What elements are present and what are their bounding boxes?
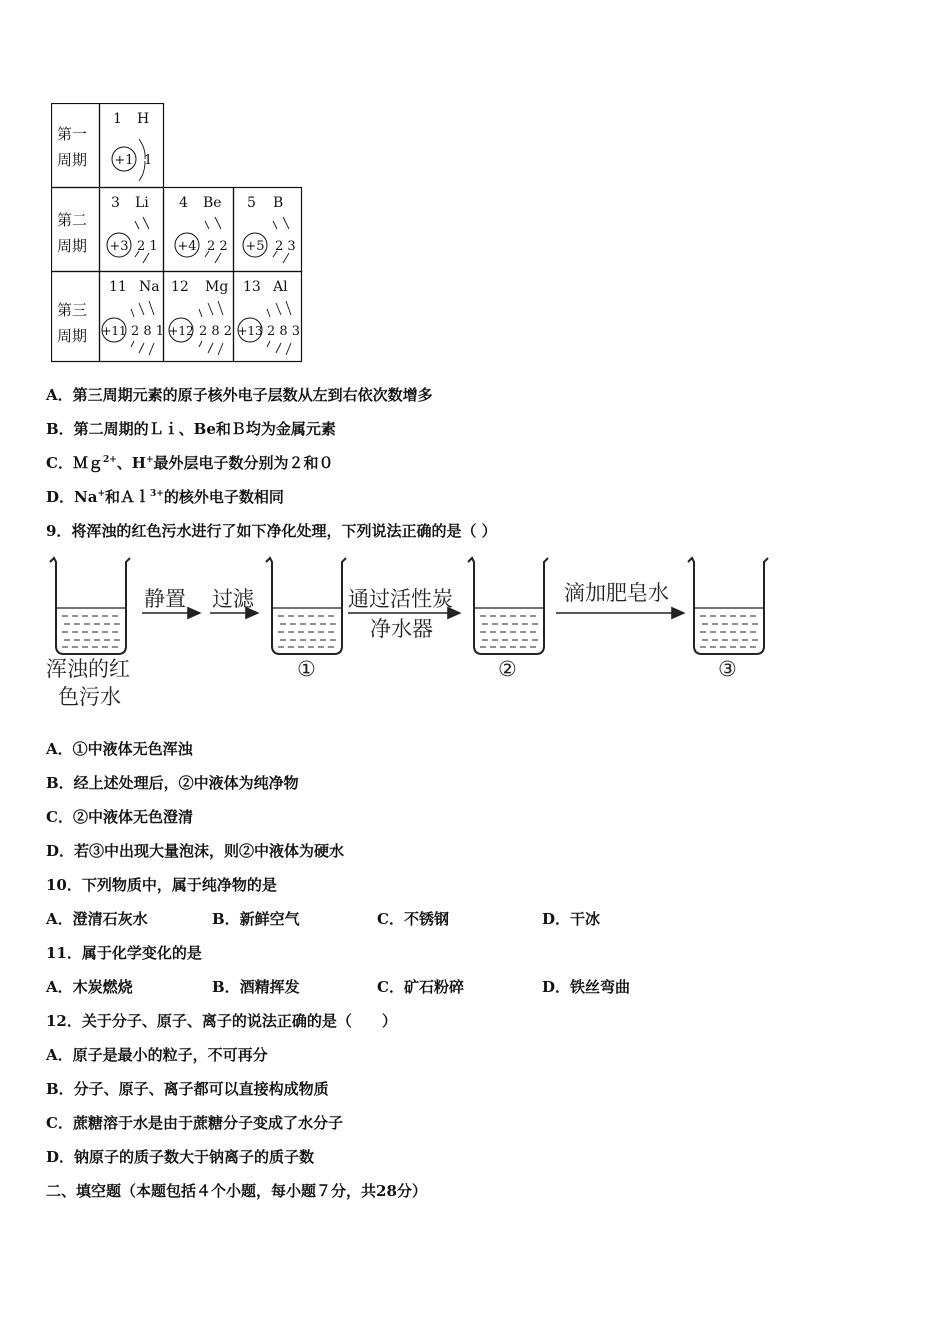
q8-option-c [46, 453, 334, 473]
q8-option-d [46, 487, 284, 507]
q8-option-b: B．第二周期的Ｌｉ、Be和Ｂ均为金属元素 [46, 420, 336, 438]
beaker-source [50, 558, 130, 654]
element-number: 1 [113, 111, 122, 127]
q8-d-post: 的核外电子数相同 [163, 488, 284, 506]
q10-option-c: C．不锈钢 [377, 910, 449, 928]
element-symbol: B [273, 195, 284, 211]
q8-d-pre: D．Na [46, 488, 98, 506]
row-label-3-top: 第三 [57, 301, 88, 319]
nucleus-charge: +1 [114, 153, 134, 168]
shell-electrons: 2 3 [275, 239, 296, 254]
element-cell-b [243, 195, 296, 263]
step-settle-label: 静置 [144, 587, 186, 611]
step-filter-label: 过滤 [212, 587, 254, 611]
element-number: 5 [247, 195, 256, 211]
q10-option-b: B．新鲜空气 [212, 910, 300, 928]
beaker-3 [688, 558, 768, 654]
row-label-1-bottom: 周期 [57, 151, 88, 169]
q11-option-c: C．矿石粉碎 [377, 978, 464, 996]
element-symbol: Al [273, 279, 288, 295]
step-carbon-label-2: 净水器 [370, 617, 433, 641]
q12-stem: 12．关于分子、原子、离子的说法正确的是（ ） [46, 1012, 397, 1030]
q12-option-a: A．原子是最小的粒子，不可再分 [46, 1046, 268, 1064]
element-number: 4 [179, 195, 188, 211]
element-symbol: Be [203, 195, 222, 211]
nucleus-charge: +3 [109, 239, 129, 254]
element-cell-na [101, 279, 164, 355]
nucleus-charge: +12 [168, 324, 194, 338]
q8-option-a: A．第三周期元素的原子核外电子层数从左到右依次数增多 [46, 386, 433, 404]
nucleus-charge: +5 [245, 239, 265, 254]
element-number: 3 [111, 195, 120, 211]
q12-option-b: B．分子、原子、离子都可以直接构成物质 [46, 1080, 329, 1098]
element-cell-li [107, 195, 158, 263]
nucleus-charge: +11 [101, 324, 127, 338]
q12-option-c: C．蔗糖溶于水是由于蔗糖分子变成了水分子 [46, 1114, 343, 1132]
element-number: 13 [243, 279, 261, 295]
nucleus-charge: +4 [177, 239, 197, 254]
beaker-2 [468, 558, 548, 654]
q8-c-mid: 、H [116, 454, 146, 472]
shell-electrons: 2 8 2 [199, 324, 233, 339]
q11-option-a: A．木炭燃烧 [46, 978, 133, 996]
marker-3: ③ [718, 657, 737, 681]
q9-option-c: C．②中液体无色澄清 [46, 808, 193, 826]
q8-d-sup1: + [97, 489, 105, 499]
step-soap-label: 滴加肥皂水 [564, 581, 669, 605]
element-number: 11 [109, 279, 127, 295]
beaker-1 [266, 558, 346, 654]
q9-stem: 9．将浑浊的红色污水进行了如下净化处理，下列说法正确的是（ ） [46, 522, 497, 540]
q9-option-b: B．经上述处理后，②中液体为纯净物 [46, 774, 299, 792]
periodic-table-figure [51, 103, 303, 363]
element-cell-be [175, 195, 228, 263]
nucleus-charge: +13 [237, 324, 263, 338]
source-label-line2: 色污水 [58, 685, 121, 709]
element-cell-h [112, 111, 152, 181]
shell-electrons: 1 [144, 153, 153, 168]
purification-diagram [44, 552, 774, 717]
q8-c-sup2: + [145, 455, 154, 465]
q10-option-d: D．干冰 [542, 910, 601, 928]
marker-1: ① [297, 657, 316, 681]
q11-option-d: D．铁丝弯曲 [542, 978, 631, 996]
shell-electrons: 2 8 1 [131, 324, 165, 339]
q8-c-sup1: 2+ [102, 455, 117, 465]
element-number: 12 [171, 279, 189, 295]
q10-stem: 10．下列物质中，属于纯净物的是 [46, 876, 277, 894]
section-2-title: 二、填空题（本题包括４个小题，每小题７分，共28分） [46, 1182, 427, 1200]
element-symbol: H [137, 111, 150, 127]
marker-2: ② [498, 657, 517, 681]
shell-electrons: 2 8 3 [267, 324, 301, 339]
element-cell-mg [168, 279, 232, 355]
row-label-2-top: 第二 [57, 211, 88, 229]
q9-option-a: A．①中液体无色浑浊 [46, 740, 193, 758]
q8-d-sup2: 3+ [150, 489, 164, 499]
row-label-1-top: 第一 [57, 125, 88, 143]
q11-stem: 11．属于化学变化的是 [46, 944, 202, 962]
row-label-2-bottom: 周期 [57, 237, 88, 255]
q10-option-a: A．澄清石灰水 [46, 910, 148, 928]
shell-electrons: 2 1 [137, 239, 158, 254]
shell-electrons: 2 2 [207, 239, 228, 254]
step-carbon-label-1: 通过活性炭 [348, 587, 453, 611]
q11-option-b: B．酒精挥发 [212, 978, 300, 996]
q8-c-pre: C．Ｍｇ [46, 454, 103, 472]
q9-option-d: D．若③中出现大量泡沫，则②中液体为硬水 [46, 842, 345, 860]
element-symbol: Na [139, 279, 160, 295]
source-label-line1: 浑浊的红 [46, 657, 130, 681]
row-label-3-bottom: 周期 [57, 327, 88, 345]
q8-d-mid: 和Ａｌ [105, 488, 151, 506]
q8-c-post: 最外层电子数分别为２和０ [153, 454, 334, 472]
element-symbol: Mg [205, 279, 229, 295]
element-symbol: Li [135, 195, 149, 211]
q12-option-d: D．钠原子的质子数大于钠离子的质子数 [46, 1148, 315, 1166]
element-cell-al [237, 279, 300, 355]
